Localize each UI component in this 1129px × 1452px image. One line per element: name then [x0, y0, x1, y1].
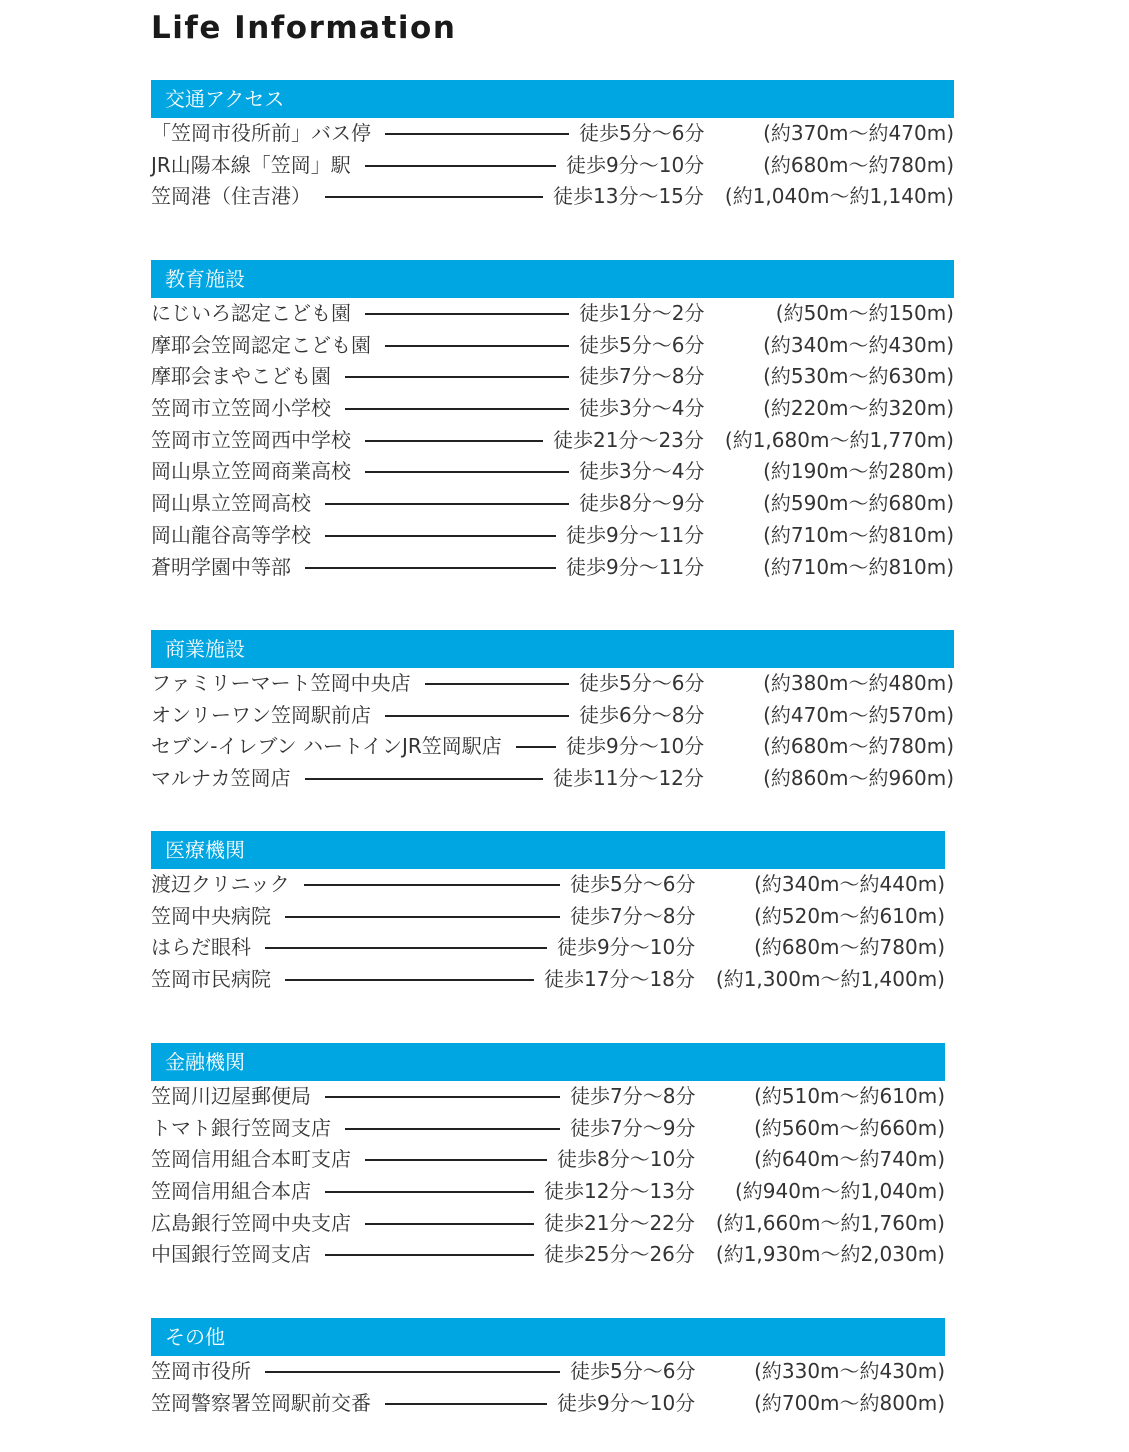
page-title: Life Information [151, 10, 457, 46]
facility-name: オンリーワン笠岡駅前店 [151, 702, 371, 727]
leader-line [365, 440, 543, 442]
walking-time: 徒歩9分～10分 [557, 935, 696, 960]
walking-time: 徒歩9分～10分 [566, 734, 705, 759]
facility-row [151, 1208, 945, 1240]
facility-row [151, 932, 945, 964]
walking-time: 徒歩21分～22分 [544, 1210, 695, 1235]
leader-line [325, 196, 543, 198]
facility-name: 笠岡中央病院 [151, 903, 271, 928]
walking-time: 徒歩8分～10分 [557, 1147, 696, 1172]
distance: (約530m～約630m) [763, 364, 954, 389]
distance: (約860m～約960m) [763, 766, 954, 791]
facility-name: 摩耶会まやこども園 [151, 364, 331, 389]
leader-line [365, 1223, 534, 1225]
walking-time: 徒歩9分～10分 [557, 1390, 696, 1415]
leader-line [325, 1191, 534, 1193]
section-header: 教育施設 [151, 260, 954, 298]
walking-time: 徒歩17分～18分 [544, 967, 695, 992]
walking-time: 徒歩9分～11分 [566, 554, 705, 579]
facility-name: 蒼明学園中等部 [151, 554, 291, 579]
facility-name: にじいろ認定こども園 [151, 301, 351, 325]
leader-line [425, 683, 569, 685]
facility-name: 「笠岡市役所前」バス停 [151, 121, 371, 145]
distance: (約220m～約320m) [763, 396, 954, 421]
walking-time: 徒歩25分～26分 [544, 1242, 695, 1267]
facility-name: 笠岡市立笠岡小学校 [151, 396, 331, 421]
facility-name: 岡山県立笠岡商業高校 [151, 459, 351, 484]
distance: (約1,300m～約1,400m) [715, 967, 945, 992]
distance: (約680m～約780m) [763, 734, 954, 759]
distance: (約510m～約610m) [754, 1084, 945, 1108]
distance: (約940m～約1,040m) [735, 1179, 945, 1204]
facility-row [151, 520, 954, 552]
section-4 [151, 831, 945, 996]
section-2 [151, 260, 954, 583]
leader-line [365, 471, 569, 473]
section-header: 交通アクセス [151, 80, 954, 118]
walking-time: 徒歩5分～6分 [579, 332, 705, 357]
facility-name: 笠岡市立笠岡西中学校 [151, 427, 351, 452]
facility-row [151, 425, 954, 457]
leader-line [265, 947, 547, 949]
walking-time: 徒歩8分～9分 [579, 491, 705, 516]
section-header: 医療機関 [151, 831, 945, 869]
leader-line [325, 1096, 560, 1098]
leader-line [385, 345, 569, 347]
leader-line [265, 1371, 560, 1373]
facility-row [151, 181, 954, 213]
leader-line [325, 1254, 534, 1256]
facility-row [151, 1388, 945, 1420]
walking-time: 徒歩6分～8分 [579, 702, 705, 727]
distance: (約680m～約780m) [754, 935, 945, 960]
facility-name: JR山陽本線「笠岡」駅 [151, 152, 351, 177]
leader-line [325, 503, 569, 505]
leader-line [345, 408, 569, 410]
leader-line [385, 1403, 547, 1405]
facility-name: 笠岡信用組合本町支店 [151, 1147, 351, 1172]
leader-line [385, 715, 569, 717]
walking-time: 徒歩5分～6分 [570, 872, 696, 896]
distance: (約520m～約610m) [754, 903, 945, 928]
distance: (約640m～約740m) [754, 1147, 945, 1172]
facility-name: 笠岡市役所 [151, 1359, 251, 1383]
leader-line [385, 133, 569, 135]
leader-line [304, 884, 560, 886]
walking-time: 徒歩7分～8分 [570, 903, 696, 928]
leader-line [325, 535, 556, 537]
facility-row [151, 700, 954, 732]
leader-line [285, 916, 560, 918]
distance: (約50m～約150m) [775, 301, 954, 325]
distance: (約190m～約280m) [763, 459, 954, 484]
facility-row [151, 869, 945, 901]
facility-row [151, 731, 954, 763]
distance: (約680m～約780m) [763, 152, 954, 177]
leader-line [516, 746, 556, 748]
walking-time: 徒歩12分～13分 [544, 1179, 695, 1204]
distance: (約370m～約470m) [763, 121, 954, 145]
facility-row [151, 361, 954, 393]
facility-name: 広島銀行笠岡中央支店 [151, 1210, 351, 1235]
distance: (約700m～約800m) [754, 1390, 945, 1415]
section-3 [151, 630, 954, 795]
facility-name: トマト銀行笠岡支店 [151, 1115, 331, 1140]
facility-row [151, 150, 954, 182]
walking-time: 徒歩5分～6分 [570, 1359, 696, 1383]
section-header: 商業施設 [151, 630, 954, 668]
walking-time: 徒歩7分～8分 [579, 364, 705, 389]
facility-name: 岡山龍谷高等学校 [151, 522, 311, 547]
walking-time: 徒歩11分～12分 [553, 766, 704, 791]
distance: (約710m～約810m) [763, 554, 954, 579]
leader-line [285, 979, 534, 981]
facility-name: 渡辺クリニック [151, 872, 290, 896]
walking-time: 徒歩3分～4分 [579, 396, 705, 421]
distance: (約590m～約680m) [763, 491, 954, 516]
distance: (約330m～約430m) [754, 1359, 945, 1383]
facility-row [151, 1081, 945, 1113]
distance: (約1,930m～約2,030m) [715, 1242, 945, 1267]
facility-row [151, 456, 954, 488]
facility-name: はらだ眼科 [151, 935, 251, 960]
facility-row [151, 668, 954, 700]
facility-name: セブン-イレブン ハートインJR笠岡駅店 [151, 734, 502, 759]
facility-row [151, 964, 945, 996]
walking-time: 徒歩21分～23分 [553, 427, 704, 452]
facility-row [151, 1239, 945, 1271]
leader-line [365, 165, 556, 167]
walking-time: 徒歩3分～4分 [579, 459, 705, 484]
distance: (約1,680m～約1,770m) [724, 427, 954, 452]
walking-time: 徒歩5分～6分 [579, 121, 705, 145]
walking-time: 徒歩9分～11分 [566, 522, 705, 547]
section-header: その他 [151, 1318, 945, 1356]
leader-line [305, 567, 556, 569]
leader-line [305, 778, 543, 780]
facility-row [151, 1176, 945, 1208]
facility-row [151, 488, 954, 520]
facility-row [151, 901, 945, 933]
facility-row [151, 393, 954, 425]
walking-time: 徒歩13分～15分 [553, 184, 704, 209]
distance: (約340m～約430m) [763, 332, 954, 357]
facility-row [151, 552, 954, 584]
walking-time: 徒歩1分～2分 [579, 301, 705, 325]
walking-time: 徒歩5分～6分 [579, 671, 705, 695]
leader-line [365, 313, 569, 315]
facility-row [151, 298, 954, 330]
distance: (約560m～約660m) [754, 1115, 945, 1140]
facility-name: マルナカ笠岡店 [151, 766, 291, 791]
leader-line [345, 1128, 560, 1130]
facility-name: 岡山県立笠岡高校 [151, 491, 311, 516]
leader-line [345, 376, 569, 378]
distance: (約380m～約480m) [763, 671, 954, 695]
facility-row [151, 763, 954, 795]
facility-row [151, 1144, 945, 1176]
facility-row [151, 118, 954, 150]
distance: (約710m～約810m) [763, 522, 954, 547]
facility-name: 笠岡信用組合本店 [151, 1179, 311, 1204]
facility-row [151, 330, 954, 362]
facility-name: 笠岡警察署笠岡駅前交番 [151, 1390, 371, 1415]
facility-row [151, 1356, 945, 1388]
walking-time: 徒歩9分～10分 [566, 152, 705, 177]
facility-name: 摩耶会笠岡認定こども園 [151, 332, 371, 357]
walking-time: 徒歩7分～8分 [570, 1084, 696, 1108]
facility-name: 笠岡港（住吉港） [151, 184, 311, 209]
facility-name: 笠岡市民病院 [151, 967, 271, 992]
distance: (約1,660m～約1,760m) [715, 1210, 945, 1235]
distance: (約340m～約440m) [754, 872, 945, 896]
walking-time: 徒歩7分～9分 [570, 1115, 696, 1140]
section-5 [151, 1043, 945, 1271]
section-1 [151, 80, 954, 213]
leader-line [365, 1159, 547, 1161]
facility-name: 中国銀行笠岡支店 [151, 1242, 311, 1267]
facility-name: ファミリーマート笠岡中央店 [151, 671, 411, 695]
facility-name: 笠岡川辺屋郵便局 [151, 1084, 311, 1108]
distance: (約1,040m～約1,140m) [724, 184, 954, 209]
section-header: 金融機関 [151, 1043, 945, 1081]
distance: (約470m～約570m) [763, 702, 954, 727]
facility-row [151, 1113, 945, 1145]
section-6 [151, 1318, 945, 1419]
